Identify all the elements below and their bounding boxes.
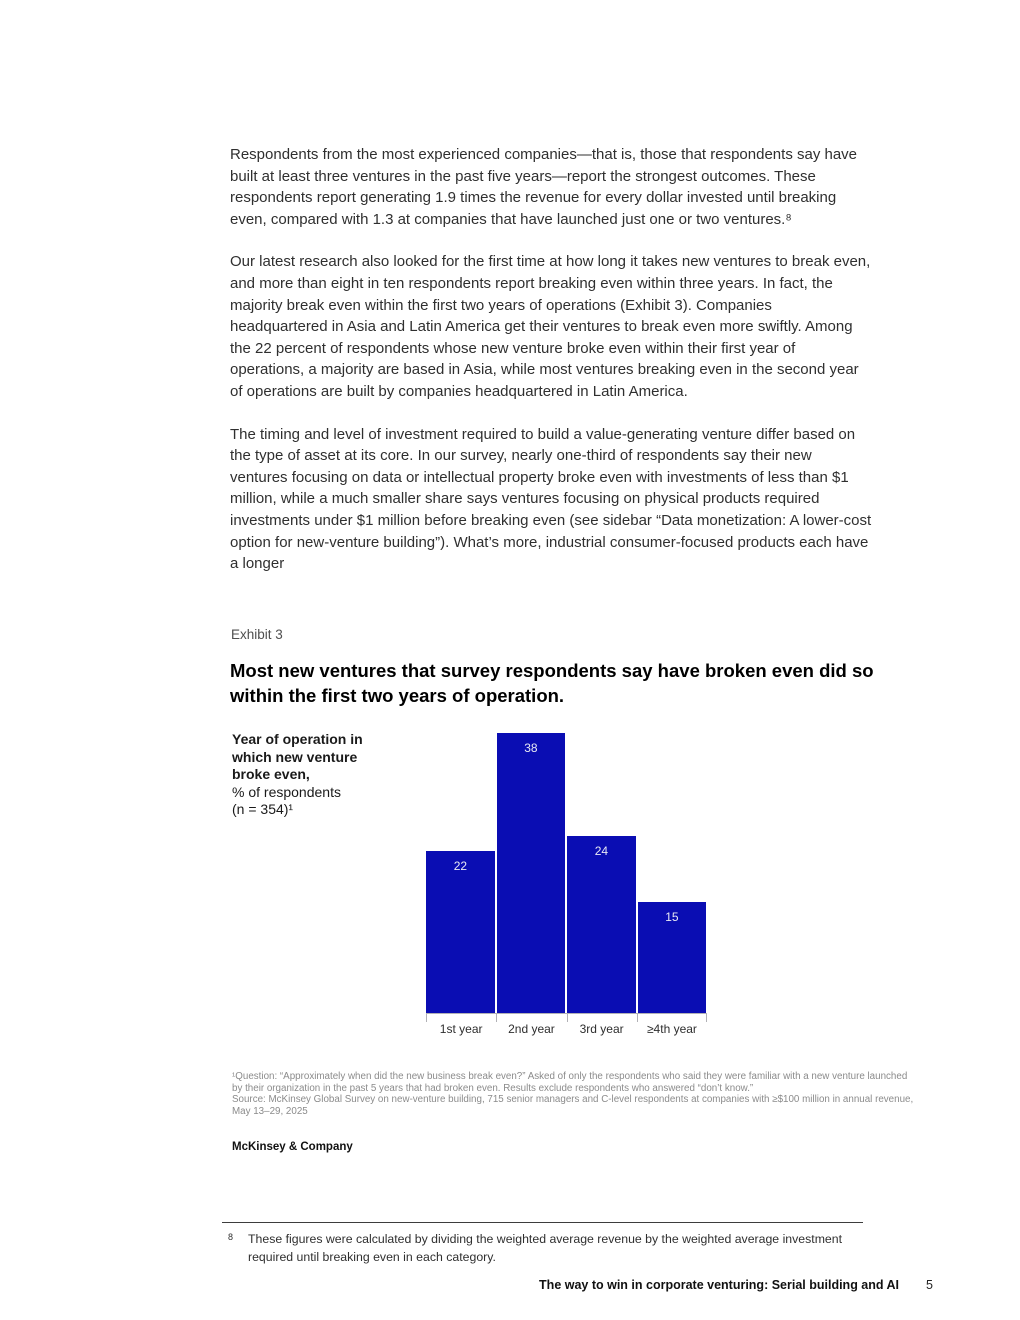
chart-ylabel-bold: Year of operation in which new venture broke even, — [232, 731, 363, 783]
footnote-marker: 8 — [228, 1232, 234, 1242]
axis-tick — [637, 1013, 638, 1022]
paragraph: The timing and level of investment required to build a value-generating venture differ based on the type of asset at its core. In our survey, nearly one-third of respondents say their new ventures focusing on data or intellectual property broke even with investments of less than $1 million, while a much smaller share says ventures focusing on physical products required investments under $1 million before breaking even (see sidebar “Data monetization: A lower-cost option for new-venture building”). What’s more, industrial consumer-focused products each have a longer — [230, 425, 872, 573]
bar-chart — [426, 733, 707, 1013]
axis-tick — [567, 1013, 568, 1022]
bar-2nd year — [497, 733, 566, 1013]
x-axis-label: 3rd year — [579, 1022, 624, 1036]
chart-axis-description — [232, 731, 387, 819]
chart-ylabel-unit: % of respondents — [232, 783, 341, 800]
bar-value-label: 24 — [594, 844, 609, 858]
footer-page-number: 5 — [926, 1278, 933, 1292]
footnote-text: These figures were calculated by dividing the weighted average revenue by the weighted average investment required until breaking even in each category. — [248, 1232, 843, 1264]
footer-document-title: The way to win in corporate venturing: Serial building and AI — [539, 1278, 900, 1292]
footnote-source: Source: McKinsey Global Survey on new-venture building, 715 senior managers and C-level respondents at companies with ≥$100 million in annual revenue, May 13–29, 2025 — [232, 1094, 914, 1117]
x-axis-labels — [426, 1022, 707, 1038]
page-footnote — [228, 1230, 864, 1266]
paragraph: Our latest research also looked for the first time at how long it takes new ventures to break even, and more than eight in ten respondents report breaking even within three years. In fact, the majority break even within the first two years of operations (Exhibit 3). Companies headquartered in Asia and Latin America get their ventures to break even more swiftly. Among the 22 percent of respondents whose new venture broke even within their first year of operations, a majority are based in Asia, while most ventures breaking even in the second year of operations are built by companies headquartered in Latin America. — [230, 253, 871, 400]
exhibit-label: Exhibit 3 — [231, 627, 283, 642]
x-axis-label: ≥4th year — [646, 1022, 697, 1036]
bar-value-label: 38 — [524, 741, 538, 755]
chart-footnote — [232, 1071, 920, 1117]
x-axis-label: 1st year — [439, 1022, 483, 1036]
body-text — [230, 144, 872, 596]
page-footer — [539, 1278, 933, 1292]
bar-value-label: 22 — [453, 859, 468, 873]
footnote-question: ¹Question: “Approximately when did the new business break even?” Asked of only the respondents who said they were familiar with a new venture launched by their organization in the past 5 years that had broken even. Results exclude respondents who answered “don’t know.” — [232, 1071, 908, 1094]
chart-ylabel-n: (n = 354)¹ — [232, 801, 294, 818]
mckinsey-brand: McKinsey & Company — [232, 1141, 353, 1153]
axis-tick — [496, 1013, 497, 1022]
bar-1st year — [426, 851, 495, 1013]
exhibit-title: Most new ventures that survey respondents say have broken even did so within the first two years of operation. — [230, 660, 874, 706]
bar-3rd year — [567, 836, 636, 1013]
paragraph: Respondents from the most experienced companies—that is, those that respondents say have built at least three ventures in the past five years—report the strongest outcomes. These respondents report generating 1.9 times the revenue for every dollar invested until breaking even, compared with 1.3 at companies that have launched just one or two ventures.⁸ — [230, 146, 858, 228]
axis-tick — [426, 1013, 427, 1022]
footnote-divider — [222, 1222, 863, 1223]
bar-≥4th year — [638, 902, 707, 1013]
x-axis-label: 2nd year — [508, 1022, 555, 1036]
axis-tick — [706, 1013, 707, 1022]
bar-value-label: 15 — [665, 910, 679, 924]
